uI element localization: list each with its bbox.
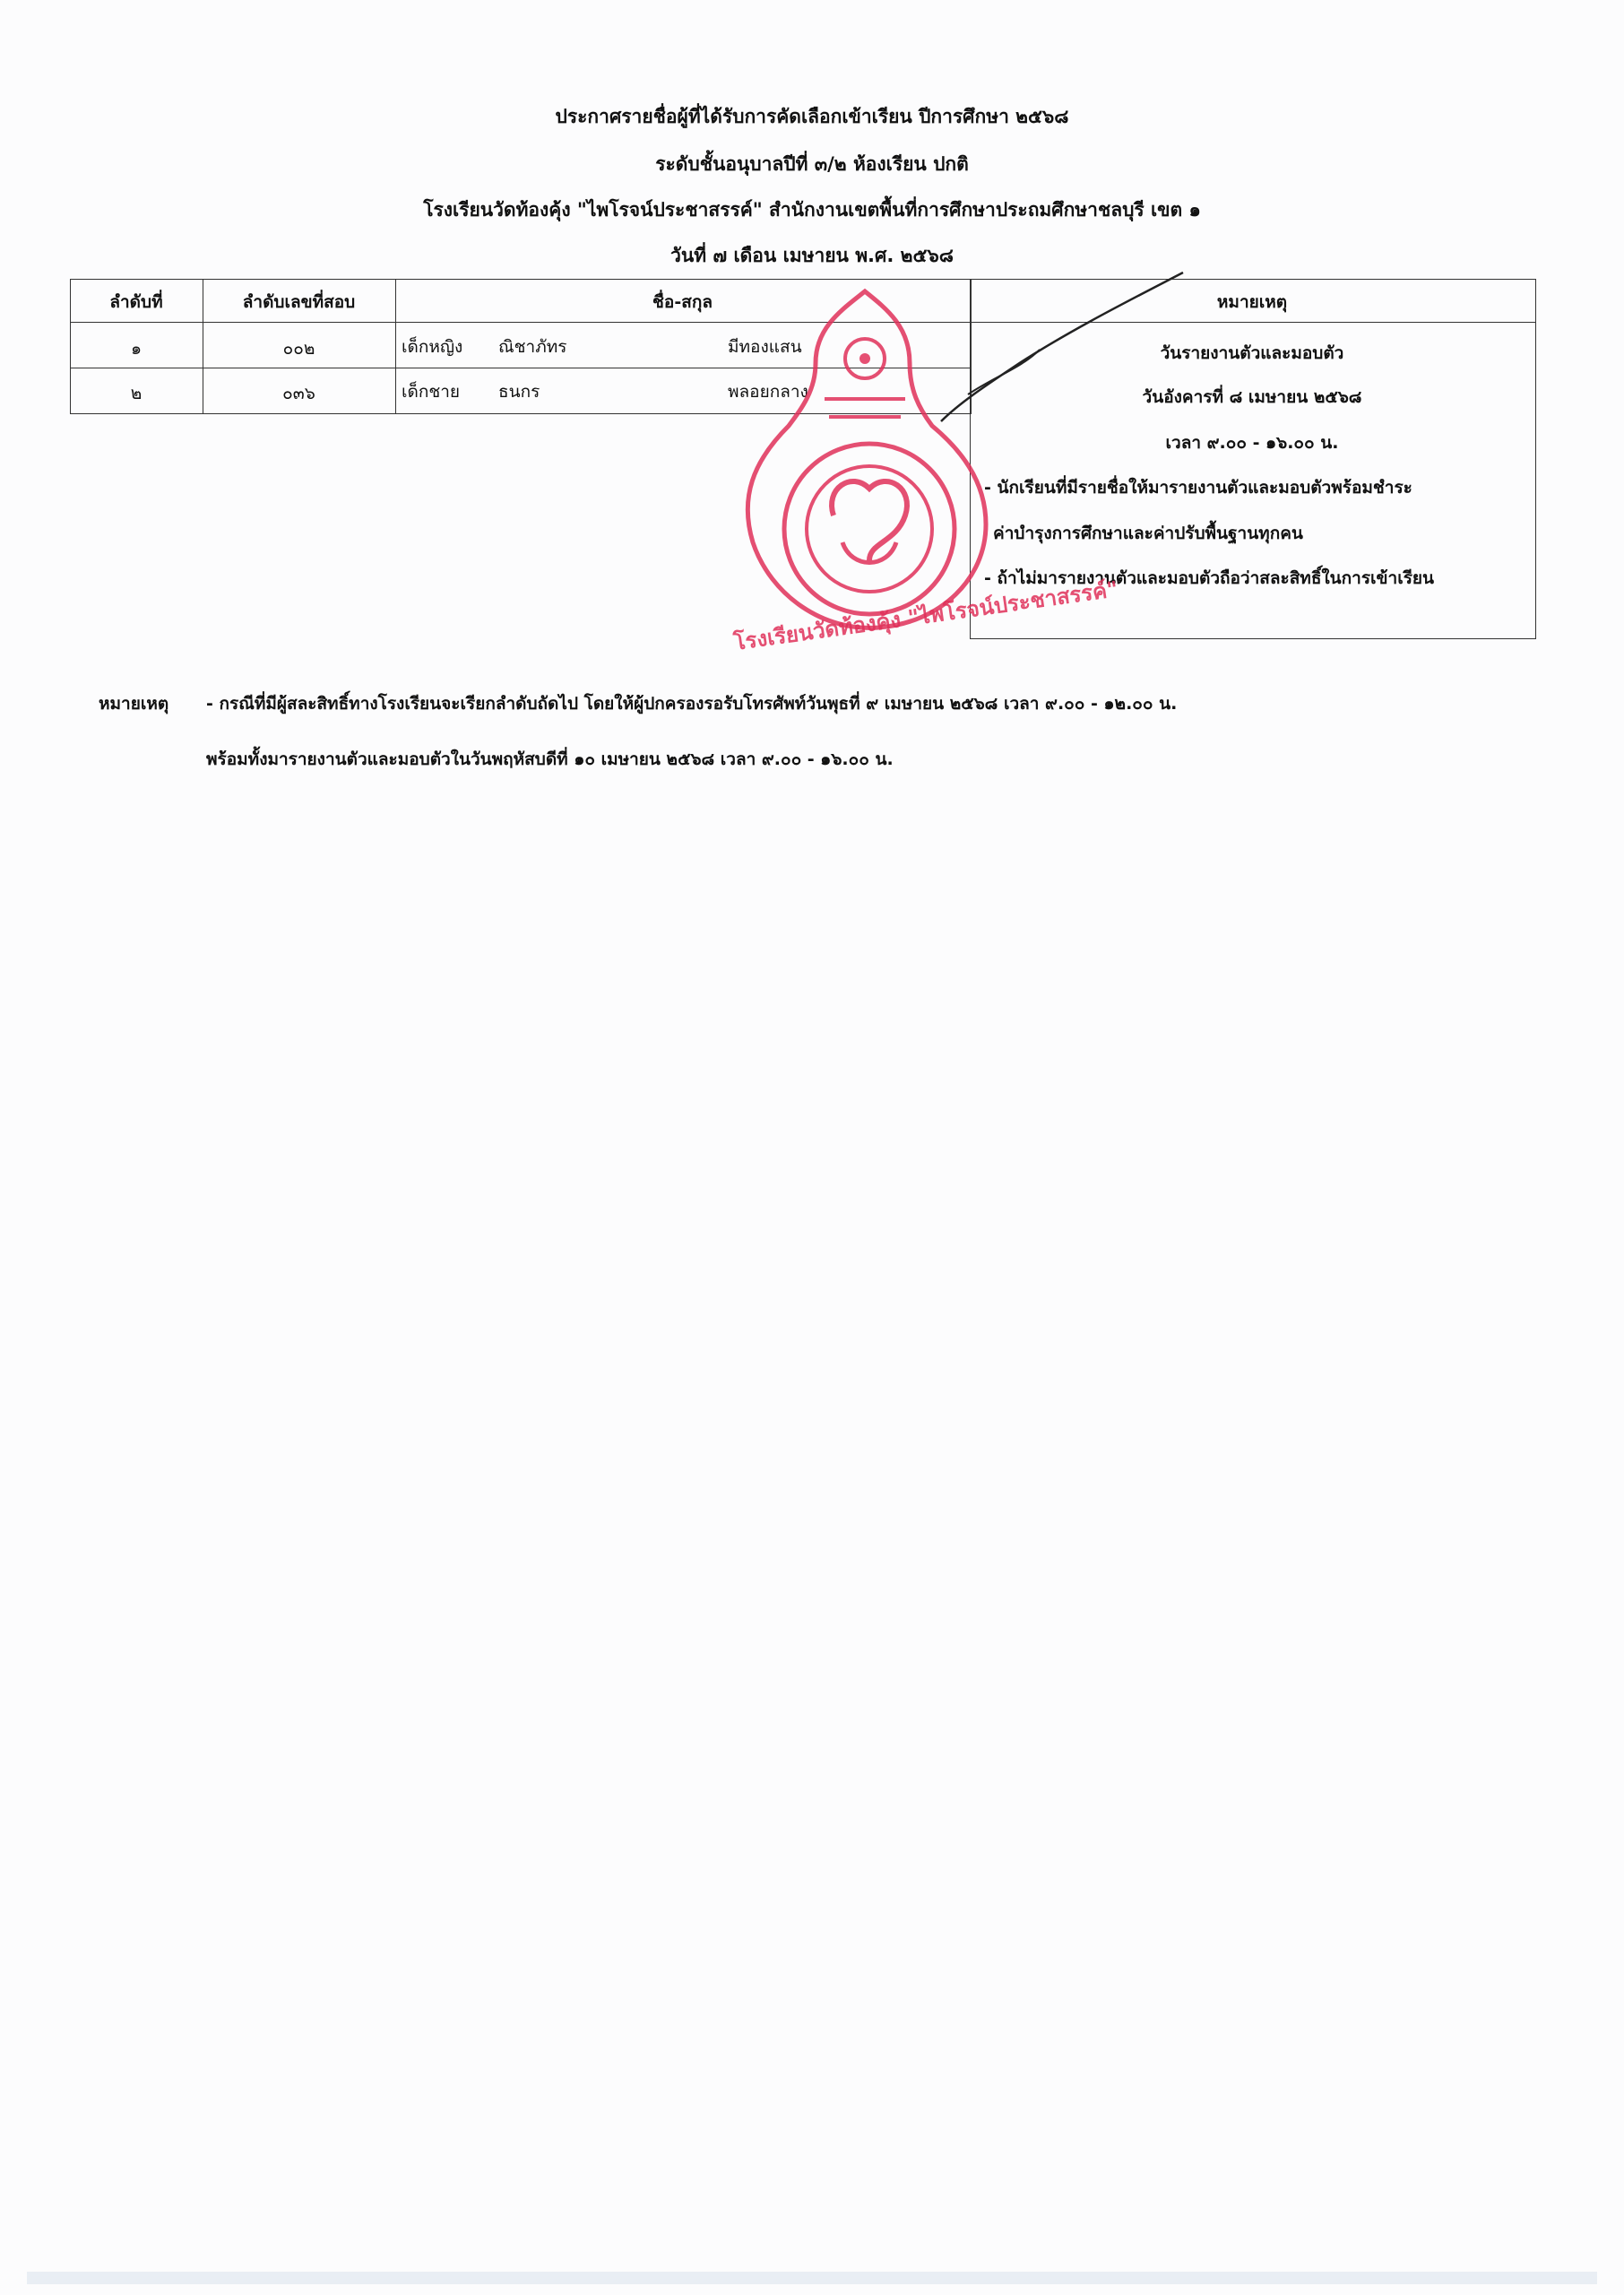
row-name-prefix: เด็กหญิง: [402, 337, 463, 357]
row-last-name: พลอยกลาง: [728, 382, 808, 402]
announcement-title: ประกาศรายชื่อผู้ที่ได้รับการคัดเลือกเข้าเรียน ปีการศึกษา ๒๕๖๘: [555, 106, 1069, 127]
report-day-heading: วันรายงานตัวและมอบตัว: [1160, 343, 1344, 363]
row-order: ๑: [130, 339, 143, 359]
row-first-name: ธนกร: [498, 382, 540, 402]
table-divider: [970, 322, 1536, 323]
footnote-line-2: พร้อมทั้งมารายงานตัวและมอบตัวในวันพฤหัสบดีที่ ๑๐ เมษายน ๒๕๖๘ เวลา ๙.๐๐ - ๑๖.๐๐ น.: [206, 749, 894, 769]
row-last-name: มีทองแสน: [728, 337, 802, 357]
row-first-name: ณิชาภัทร: [498, 337, 567, 357]
report-time: เวลา ๙.๐๐ - ๑๖.๐๐ น.: [1165, 433, 1339, 453]
column-header-exam-number: ลำดับเลขที่สอบ: [242, 292, 356, 312]
column-header-order: ลำดับที่: [109, 292, 163, 312]
scan-edge: [27, 2272, 1597, 2284]
footnote-label: หมายเหตุ: [99, 694, 169, 714]
remark-payment-note-cont: ค่าบำรุงการศึกษาและค่าปรับพื้นฐานทุกคน: [993, 524, 1303, 543]
row-exam-number: ๐๐๒: [282, 339, 315, 359]
remark-payment-note: - นักเรียนที่มีรายชื่อให้มารายงานตัวและมอบตัวพร้อมชำระ: [984, 478, 1412, 498]
report-date: วันอังคารที่ ๘ เมษายน ๒๕๖๘: [1142, 387, 1362, 407]
school-name-title: โรงเรียนวัดท้องคุ้ง "ไพโรจน์ประชาสรรค์" สำนักงานเขตพื้นที่การศึกษาประถมศึกษาชลบุรี เขต ๑: [423, 199, 1201, 221]
table-divider: [70, 322, 972, 323]
footnote-line-1: - กรณีที่มีผู้สละสิทธิ์ทางโรงเรียนจะเรียกลำดับถัดไป โดยให้ผู้ปกครองรอรับโทรศัพท์วันพุธที่ ๙ เมษายน ๒๕๖๘ เวลา ๙.๐๐ - ๑๒.๐๐ น.: [206, 694, 1178, 714]
row-exam-number: ๐๓๖: [282, 384, 315, 403]
column-header-name: ชื่อ-สกุล: [652, 292, 713, 312]
stamp-text: โรงเรียนวัดท้องคุ้ง "ไพโรจน์ประชาสรรค์": [731, 576, 1120, 655]
remark-forfeit-note: - ถ้าไม่มารายงานตัวและมอบตัวถือว่าสละสิทธิ์ในการเข้าเรียน: [984, 568, 1435, 588]
class-level-title: ระดับชั้นอนุบาลปีที่ ๓/๒ ห้องเรียน ปกติ: [655, 153, 969, 175]
row-name-prefix: เด็กชาย: [402, 382, 461, 402]
column-header-remarks: หมายเหตุ: [1216, 292, 1288, 312]
row-order: ๒: [130, 384, 143, 403]
announcement-date: วันที่ ๗ เดือน เมษายน พ.ศ. ๒๕๖๘: [670, 245, 954, 266]
